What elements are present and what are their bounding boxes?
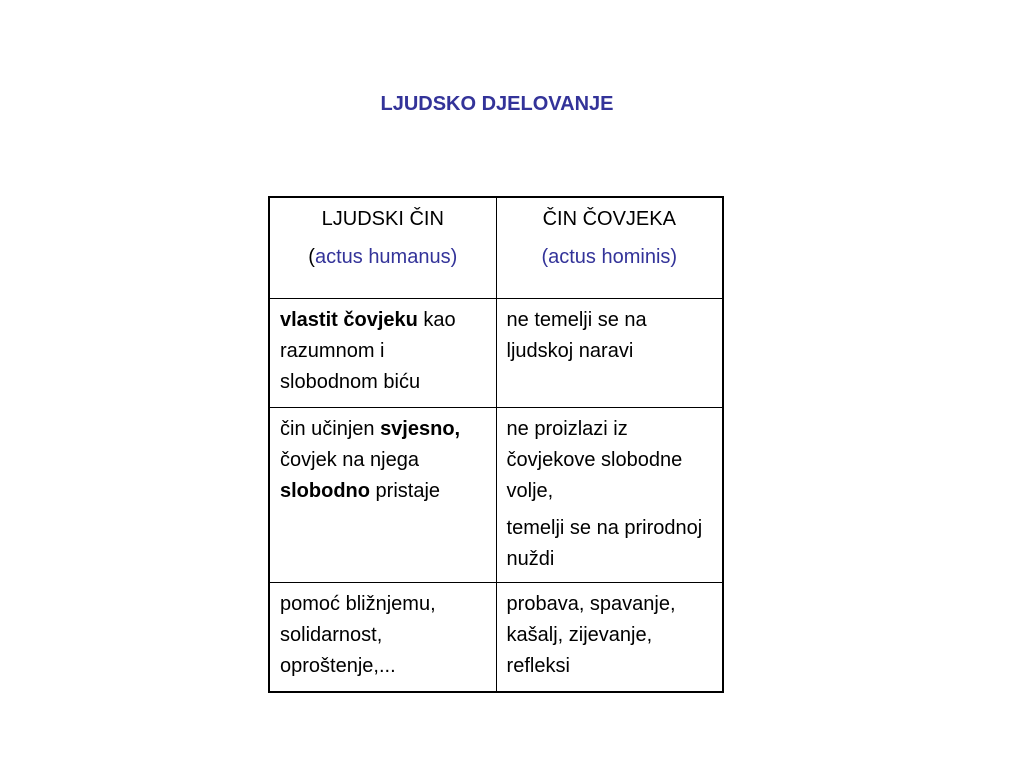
header-cell-act-of-man — [496, 197, 723, 299]
paren-open: ( — [308, 246, 315, 268]
table-row — [269, 408, 723, 583]
paren-close: ) — [670, 246, 678, 268]
table-row — [269, 583, 723, 693]
cell-text: pomoć bližnjemu, solidarnost, oproštenje,... — [280, 593, 436, 677]
table-cell — [269, 583, 496, 693]
header-latin: actus hominis — [548, 246, 671, 268]
header-cell-human-act — [269, 197, 496, 299]
table-cell — [269, 299, 496, 408]
paren-open: ( — [541, 246, 549, 268]
cell-text: ne temelji se na ljudskoj naravi — [506, 309, 647, 362]
paren-close: ) — [450, 246, 458, 268]
bold-text: slobodno — [280, 480, 370, 502]
cell-text: probava, spavanje, kašalj, zijevanje, refleksi — [506, 593, 676, 677]
cell-text: temelji se na prirodnoj nuždi — [506, 517, 703, 570]
header-latin-line — [280, 242, 486, 273]
page-title: LJUDSKO DJELOVANJE — [380, 93, 614, 115]
cell-text: ne proizlazi iz čovjekove slobodne volje, — [506, 418, 683, 502]
table-cell — [496, 583, 723, 693]
bold-text: vlastit čovjeku — [280, 309, 418, 331]
table-cell — [269, 408, 496, 583]
header-latin-line — [507, 242, 712, 273]
table-row — [269, 299, 723, 408]
bold-text: svjesno, — [380, 418, 461, 440]
header-title: LJUDSKI ČIN — [321, 208, 444, 230]
header-title: ČIN ČOVJEKA — [542, 208, 676, 230]
cell-text: čin učinjen — [280, 418, 381, 440]
table-header-row — [269, 197, 723, 299]
cell-text: pristaje — [369, 480, 441, 502]
cell-text: čovjek na njega — [280, 449, 419, 471]
table-cell — [496, 299, 723, 408]
cell-text: kao razumnom i slobodnom biću — [280, 309, 456, 393]
comparison-table — [268, 196, 724, 693]
table-cell — [496, 408, 723, 583]
header-latin: actus humanus — [314, 246, 451, 268]
